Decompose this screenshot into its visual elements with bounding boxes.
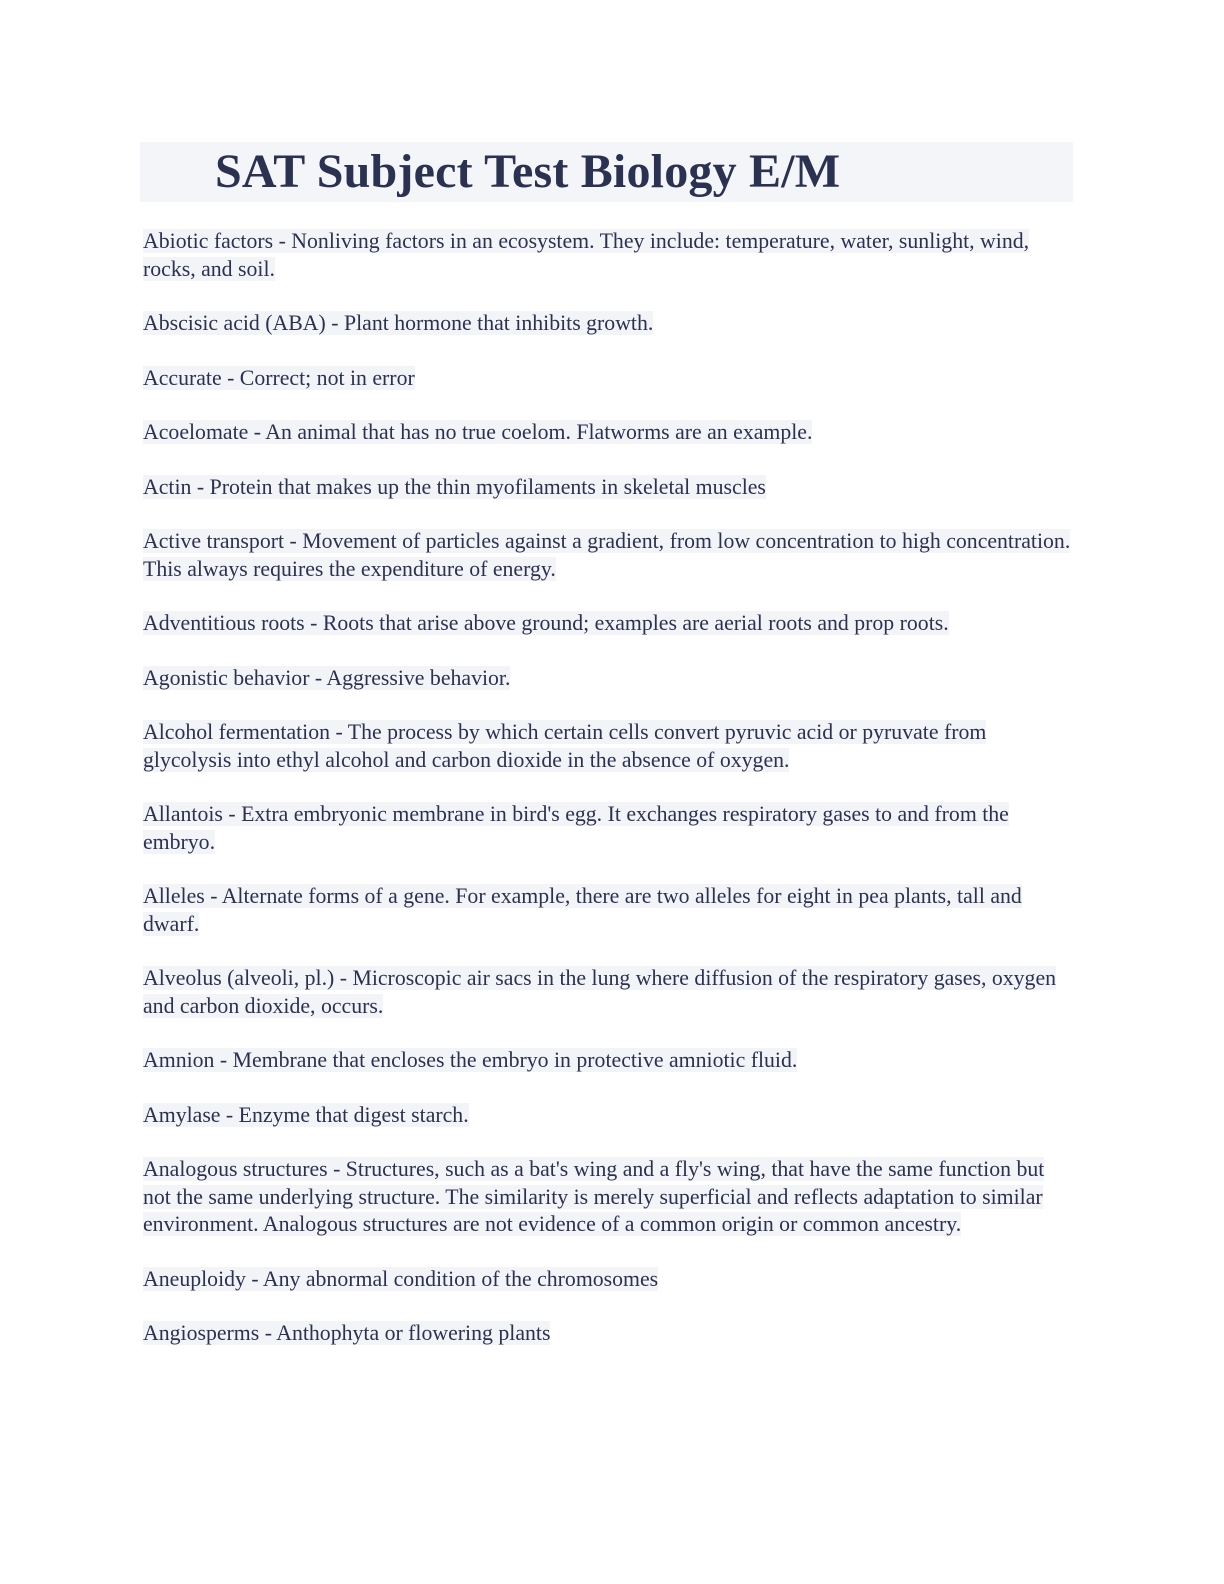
- glossary-entry: [143, 883, 1073, 938]
- glossary-entry: [143, 528, 1073, 583]
- glossary-entry-text: Aneuploidy - Any abnormal condition of the chromosomes: [143, 1266, 659, 1291]
- glossary-entry: [143, 1266, 1073, 1294]
- glossary-entry-text: Abiotic factors - Nonliving factors in an ecosystem. They include: temperature, water, sunlight, wind, rocks, and soil.: [143, 229, 1030, 281]
- glossary-entry: [143, 228, 1073, 283]
- glossary-entry: [143, 474, 1073, 502]
- glossary-entry-text: Alleles - Alternate forms of a gene. For example, there are two alleles for eight in pea plants, tall and dwarf.: [143, 884, 1022, 936]
- glossary-entry: [143, 419, 1073, 447]
- glossary-entry: [143, 719, 1073, 774]
- glossary-entry-text: Amnion - Membrane that encloses the embryo in protective amniotic fluid.: [143, 1048, 798, 1072]
- glossary-entry: [143, 1156, 1073, 1239]
- glossary-entry-text: Accurate - Correct; not in error: [143, 365, 415, 390]
- page-title: SAT Subject Test Biology E/M: [215, 145, 841, 198]
- glossary-entry-text: Alveolus (alveoli, pl.) - Microscopic air sacs in the lung where diffusion of the respiratory gases, oxygen and carbon dioxide, occurs.: [143, 966, 1057, 1018]
- glossary-entry: [143, 1102, 1073, 1130]
- glossary-list: [143, 228, 1073, 1375]
- glossary-entry-text: Amylase - Enzyme that digest starch.: [143, 1102, 469, 1127]
- glossary-entry: [143, 665, 1073, 693]
- glossary-entry-text: Alcohol fermentation - The process by which certain cells convert pyruvic acid or pyruvate from glycolysis into ethyl alcohol and carbon dioxide in the absence of oxygen.: [143, 720, 987, 772]
- glossary-entry: [143, 965, 1073, 1020]
- glossary-entry-text: Abscisic acid (ABA) - Plant hormone that inhibits growth.: [143, 311, 654, 335]
- glossary-entry-text: Active transport - Movement of particles against a gradient, from low concentration to high concentration. This always requires the expenditure of energy.: [143, 529, 1071, 581]
- glossary-entry-text: Adventitious roots - Roots that arise above ground; examples are aerial roots and prop roots.: [143, 611, 949, 635]
- glossary-entry: [143, 1320, 1073, 1348]
- glossary-entry-text: Acoelomate - An animal that has no true coelom. Flatworms are an example.: [143, 420, 813, 444]
- title-banner: [140, 142, 1073, 202]
- glossary-entry-text: Analogous structures - Structures, such as a bat's wing and a fly's wing, that have the same function but not the same underlying structure. The similarity is merely superficial and reflects adaptation to similar environment. Analogous structures are not evidence of a common origin or common ancestry.: [143, 1157, 1045, 1236]
- glossary-entry: [143, 310, 1073, 338]
- glossary-entry-text: Actin - Protein that makes up the thin myofilaments in skeletal muscles: [143, 474, 766, 499]
- glossary-entry: [143, 610, 1073, 638]
- glossary-entry: [143, 801, 1073, 856]
- glossary-entry: [143, 1047, 1073, 1075]
- glossary-entry-text: Allantois - Extra embryonic membrane in bird's egg. It exchanges respiratory gases to and from the embryo.: [143, 802, 1009, 854]
- glossary-entry: [143, 365, 1073, 393]
- glossary-entry-text: Agonistic behavior - Aggressive behavior.: [143, 665, 511, 690]
- glossary-entry-text: Angiosperms - Anthophyta or flowering plants: [143, 1321, 551, 1345]
